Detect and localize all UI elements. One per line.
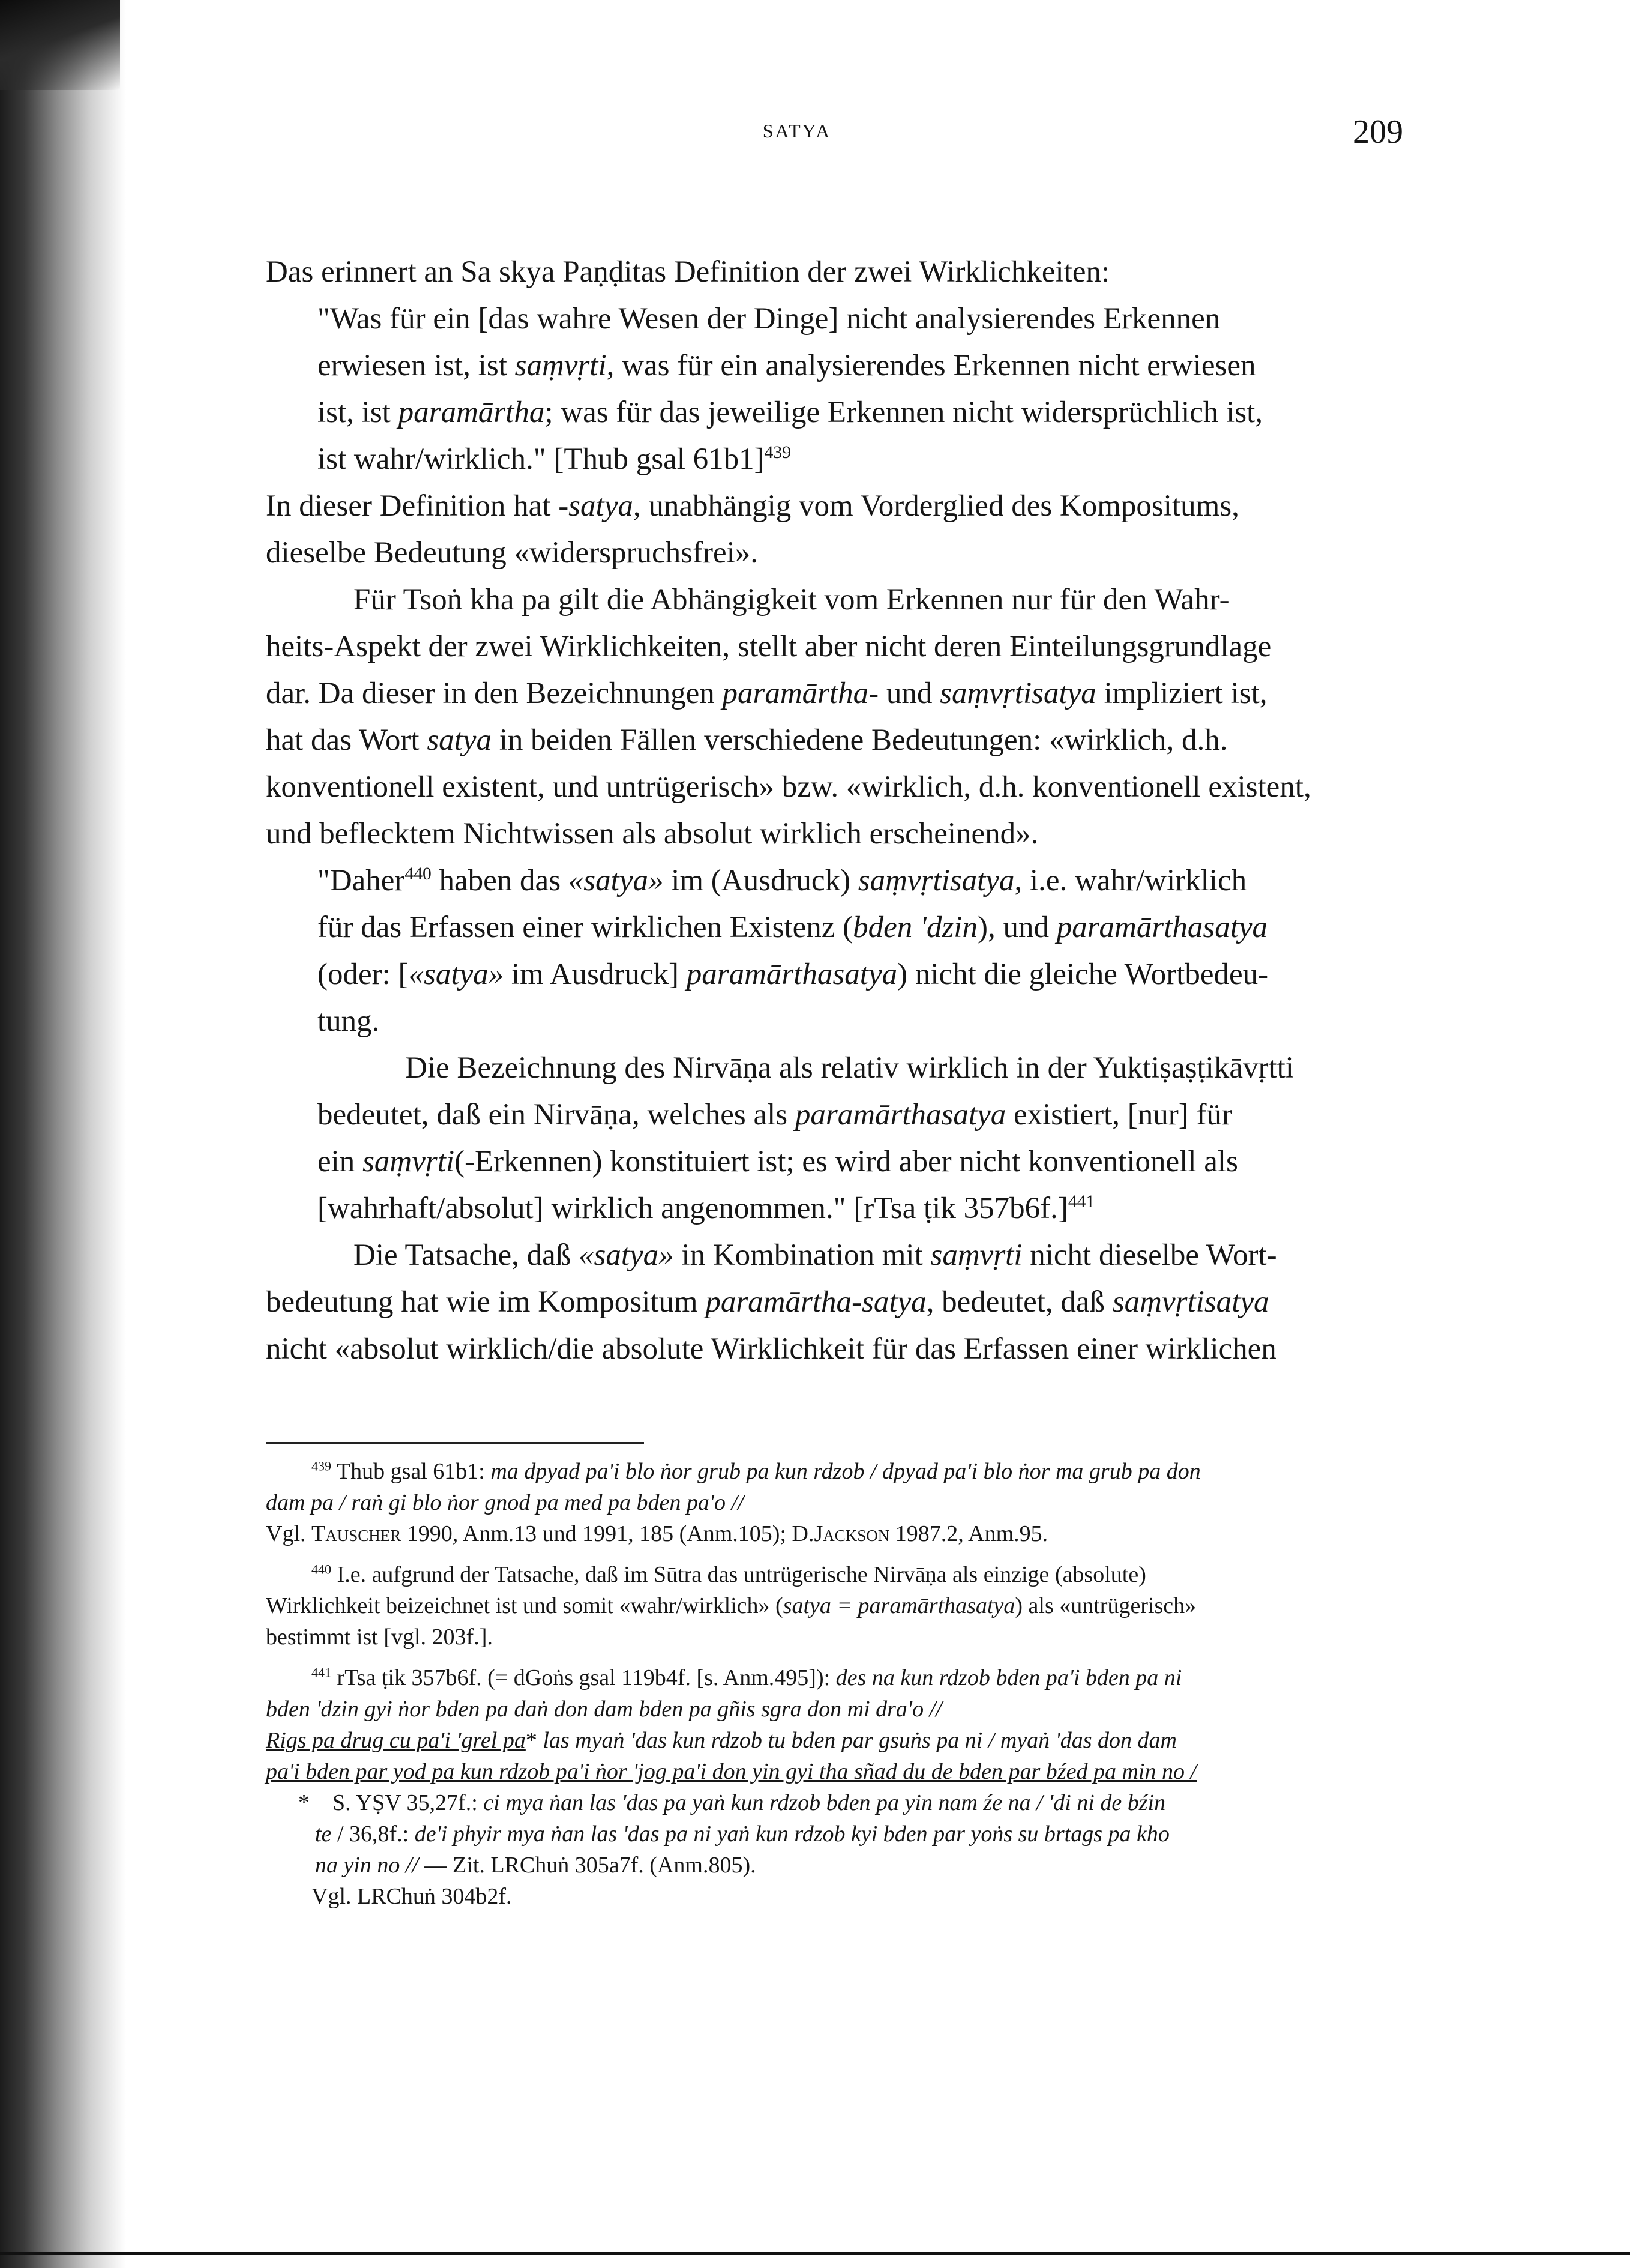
footnote-439: $^{439}$ Thub gsal 61b1: ma dpyad pa'i blo ṅor grub pa kun rdzob / dpyad pa'i blo ṅor ma grub pa don dam pa / raṅ gi blo ṅor gnod pa med pa bden pa'o // Vgl. Tauscher 1990, Anm.13 und 1991, 185 (Anm.105); D.Jackson 1987.2, Anm.95. — [266, 1458, 1201, 1546]
footnote-ref-441[interactable]: 441 — [1068, 1192, 1095, 1211]
page-number: 209 — [1353, 113, 1403, 151]
scan-gutter-shadow — [0, 0, 126, 2268]
scan-bottom-edge — [0, 2252, 1630, 2255]
footnotes — [266, 1456, 1365, 1912]
footnote-ref-439[interactable]: 439 — [764, 443, 791, 462]
footnote-ref-440[interactable]: 440 — [404, 864, 432, 884]
paragraph-4: Die Tatsache, daß «satya» in Kombination mit saṃvṛti nicht dieselbe Wort- bedeutung hat wie im Kompositum paramārtha-satya, bedeutet, daß saṃvṛtisatya nicht «absolut wirklich/die absolute Wirklichkeit für das Erfassen einer wirklichen — [266, 1238, 1277, 1366]
quotation-sa-skya: "Was für ein [das wahre Wesen der Dinge] nicht analysierendes Erkennen erwiesen ist, ist saṃvṛti, was für ein analysierendes Erkennen nicht erwiesen ist, ist paramārtha; was für das jeweilige Erkennen nicht widersprüchlich ist, ist wahr/wirklich." [Thub gsal 61b1]$^{439}$ — [317, 302, 1263, 476]
paragraph-3: Für Tsoṅ kha pa gilt die Abhängigkeit vom Erkennen nur für den Wahr- heits-Aspekt der zwei Wirklichkeiten, stellt aber nicht deren Einteilungsgrundlage dar. Da dieser in den Bezeichnungen paramārtha- und saṃvṛtisatya impliziert ist, hat das Wort satya in beiden Fällen verschiedene Bedeutungen: «wirklich, d.h. konventionell existent, und untrügerisch» bzw. «wirklich, d.h. konventionell existent, und beflecktem Nichtwissen als absolut wirklich erscheinend». — [266, 583, 1311, 851]
running-head: SATYA — [762, 120, 832, 142]
scan-corner-shadow — [0, 0, 120, 90]
quotation-tsong-kha-pa: "Daher$^{440}$ haben das «satya» im (Ausdruck) saṃvṛtisatya, i.e. wahr/wirklich für das Erfassen einer wirklichen Existenz (bden 'dzin), und paramārthasatya (oder: [«satya» im Ausdruck] paramārthasatya) nicht die gleiche Wortbedeu- tung. Die Bezeichnung des Nirvāṇa als relativ wirklich in der Yuktiṣaṣṭikāvṛtti bedeutet, daß ein Nirvāṇa, welches als paramārthasatya existiert, [nur] für ein saṃvṛti(-Erkennen) konstituiert ist; es wird aber nicht konventionell als [wahrhaft/absolut] wirklich angenommen." [rTsa ṭik 357b6f.]$^{441}$ — [317, 864, 1294, 1225]
footnote-441: $^{441}$ rTsa ṭik 357b6f. (= dGoṅs gsal 119b4f. [s. Anm.495]): des na kun rdzob bden pa'i bden pa ni bden 'dzin gyi ṅor bden pa daṅ don dam bden pa gñis sgra don mi dra'o // Rigs pa drug cu pa'i 'grel pa* las myaṅ 'das kun rdzob tu bden par gsuṅs pa ni / myaṅ 'das don dam pa'i bden par yod pa kun rdzob pa'i ṅor 'jog pa'i don yin gyi tha sñad du de bden par bźed pa min no / * S. YṢV 35,27f.: ci mya ṅan las 'das pa yaṅ kun rdzob bden pa yin nam źe na / 'di ni de bźin te / 36,8f.: de'i phyir mya ṅan las 'das pa ni yaṅ kun rdzob kyi bden par yoṅs su brtags pa kho na yin no // — Zit. LRChuṅ 305a7f. (Anm.805). Vgl. LRChuṅ 304b2f. — [266, 1662, 1365, 1912]
footnote-441-subnote: * S. YṢV 35,27f.: ci mya ṅan las 'das pa yaṅ kun rdzob bden pa yin nam źe na / 'di ni de bźin te / 36,8f.: de'i phyir mya ṅan las 'das pa ni yaṅ kun rdzob kyi bden par yoṅs su brtags pa kho na yin no // — Zit. LRChuṅ 305a7f. (Anm.805). — [298, 1790, 1170, 1878]
footnote-separator — [266, 1442, 644, 1444]
body-text — [266, 249, 1365, 1372]
paragraph-2: In dieser Definition hat -satya, unabhängig vom Vorderglied des Kompositums, dieselbe Bedeutung «widerspruchsfrei». — [266, 489, 1239, 570]
footnote-440: $^{440}$ I.e. aufgrund der Tatsache, daß im Sūtra das untrügerische Nirvāṇa als einzige (absolute) Wirklichkeit beizeichnet ist und somit «wahr/wirklich» (satya = paramārthasatya) als «untrügerisch» bestimmt ist [vgl. 203f.]. — [266, 1561, 1197, 1650]
paragraph-1: Das erinnert an Sa skya Paṇḍitas Definition der zwei Wirklichkeiten: — [266, 255, 1110, 289]
